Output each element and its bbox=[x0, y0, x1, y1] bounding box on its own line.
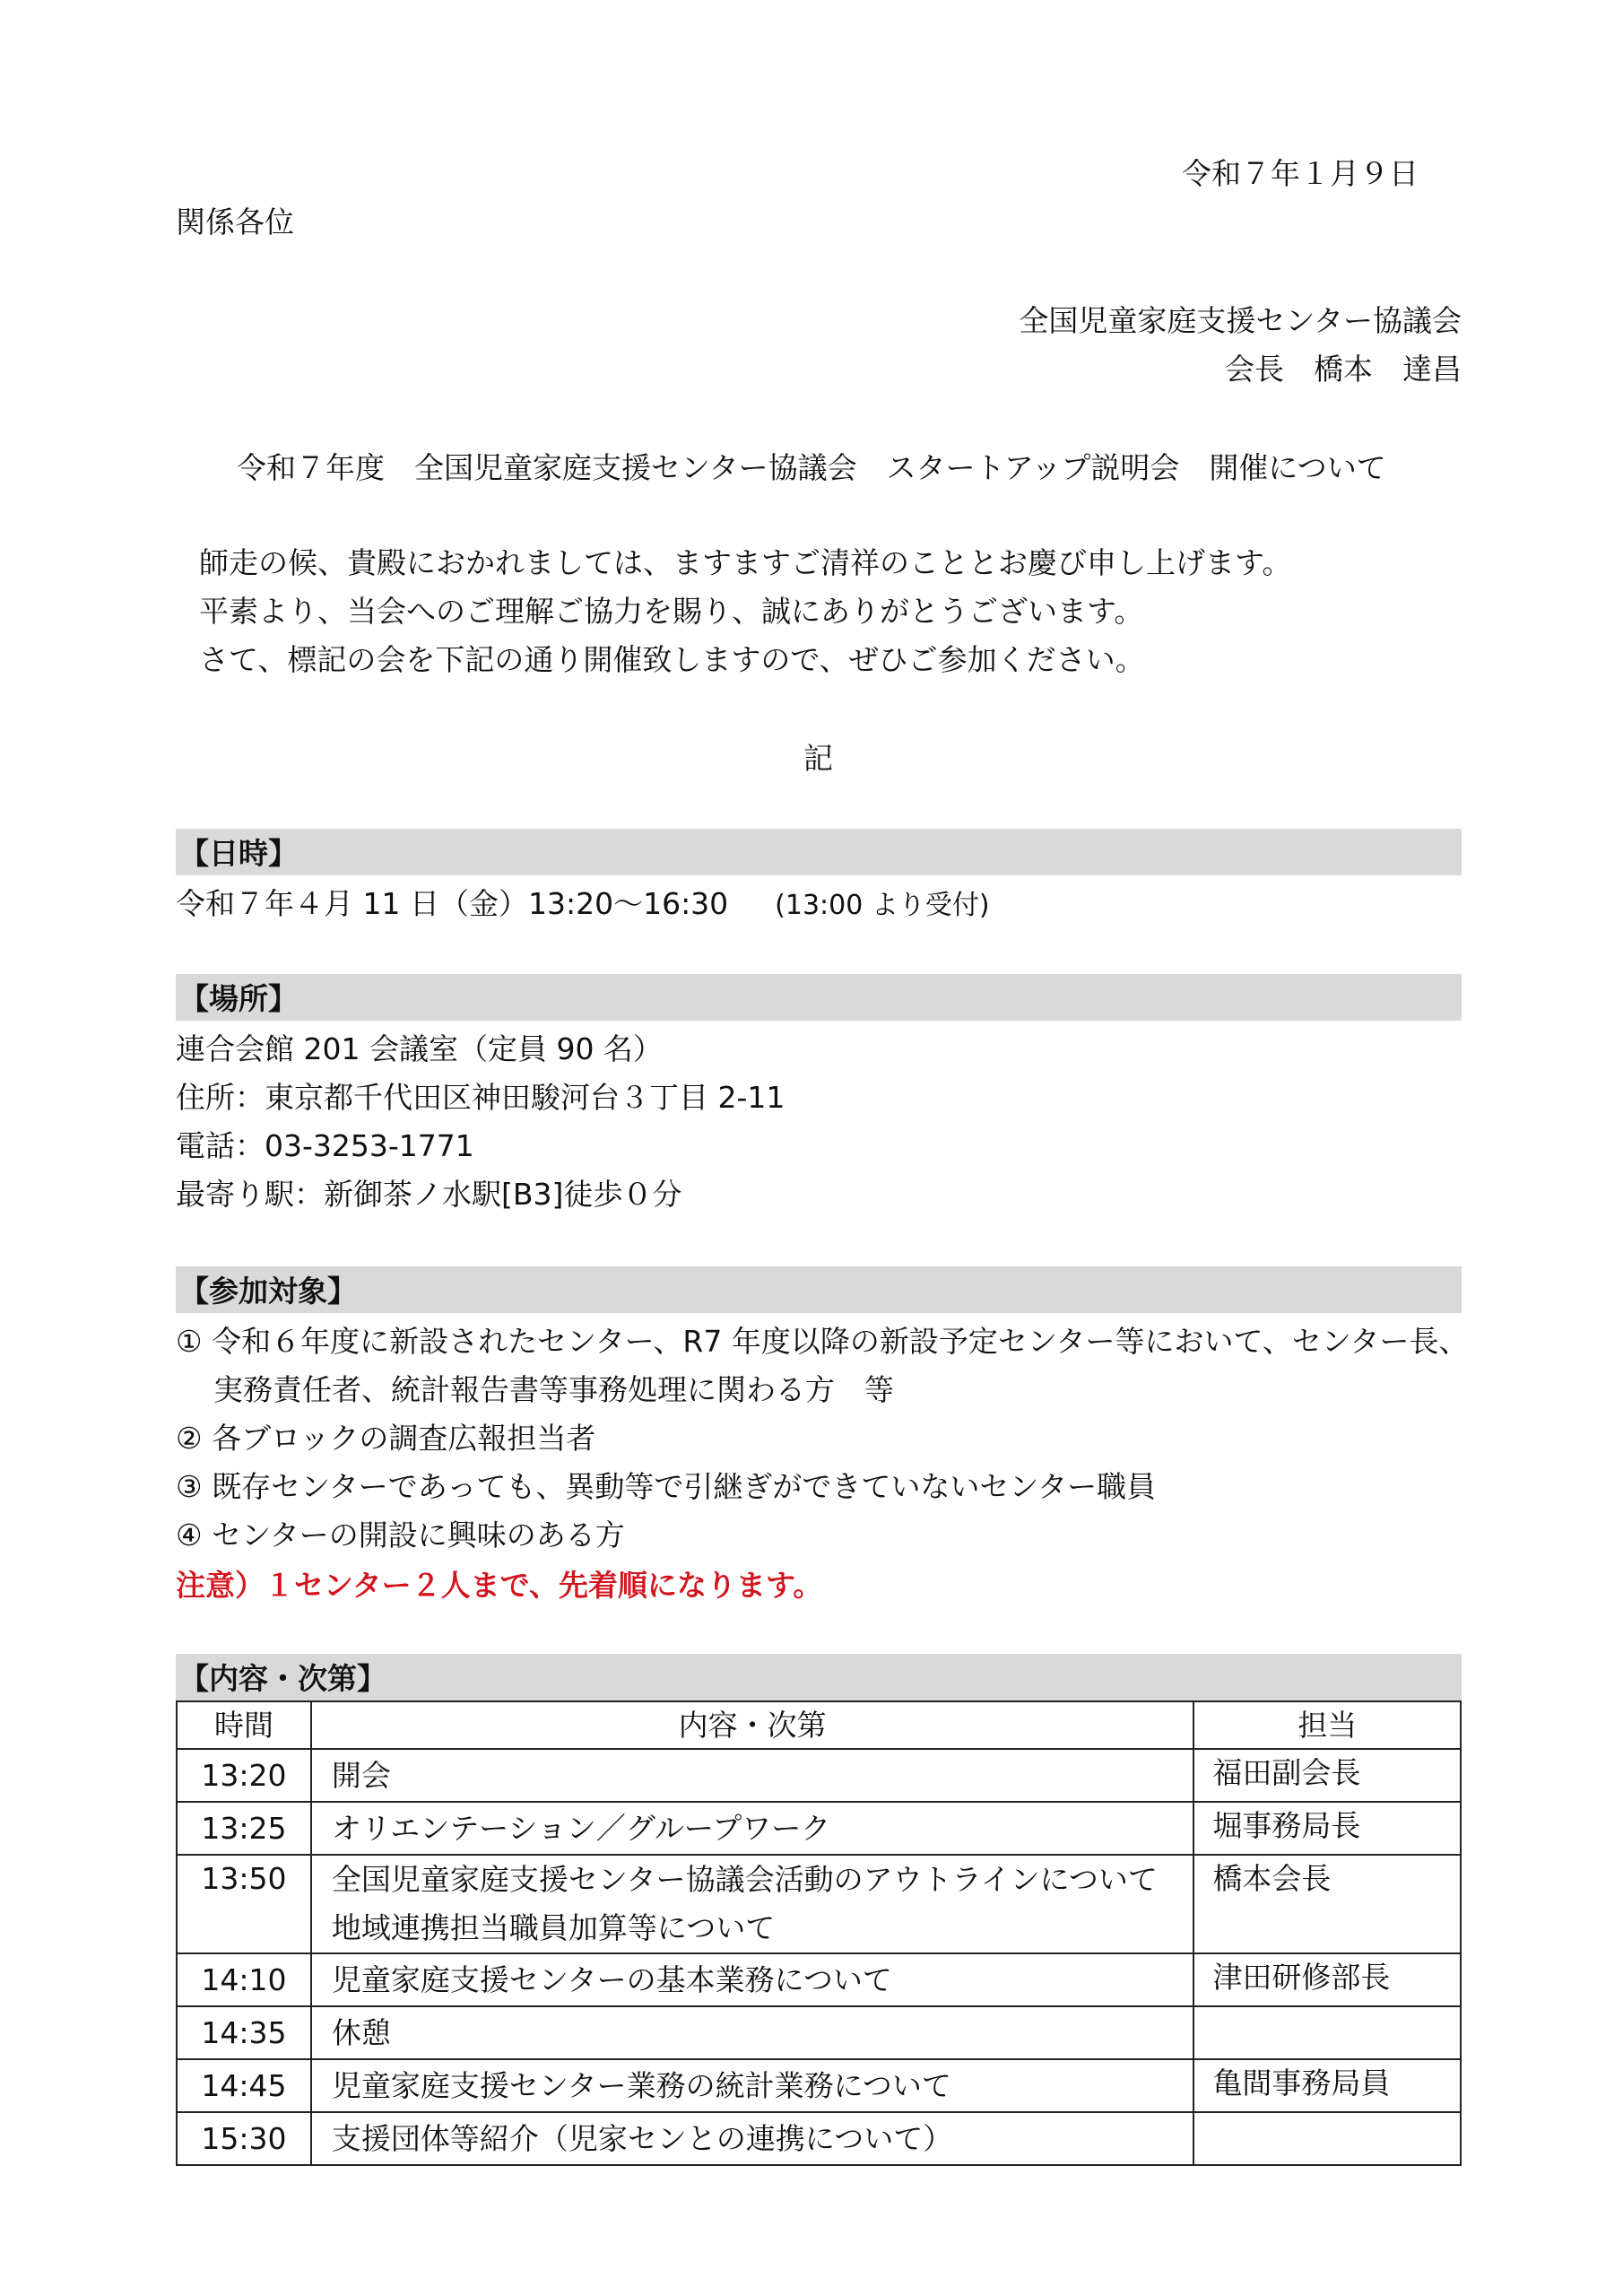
row-content: 児童家庭支援センターの基本業務について bbox=[311, 1953, 1193, 2006]
capacity-note: 注意）１センター２人まで、先着順になります。 bbox=[176, 1568, 823, 1603]
venue-phone: 電話：03-3253-1771 bbox=[176, 1128, 474, 1163]
section-heading: 【場所】 bbox=[179, 981, 298, 1016]
sender-organization: 全国児童家庭支援センター協議会 bbox=[1019, 303, 1462, 338]
row-content-line: 全国児童家庭支援センター協議会活動のアウトラインについて bbox=[331, 1862, 1158, 1897]
row-content: 開会 bbox=[311, 1749, 1193, 1802]
sender-chair: 会長 橋本 達昌 bbox=[1225, 352, 1462, 387]
datetime-line bbox=[176, 886, 990, 922]
addressee: 関係各位 bbox=[176, 204, 294, 239]
section-header-place bbox=[176, 974, 1462, 1021]
section-header-program bbox=[176, 1654, 1462, 1700]
row-content: 支援団体等紹介（児家センとの連携について） bbox=[311, 2112, 1193, 2165]
table-row bbox=[177, 1802, 1461, 1855]
row-person bbox=[1193, 2006, 1461, 2059]
target-item-continued: 実務責任者、統計報告書等事務処理に関わる方 等 bbox=[213, 1372, 894, 1407]
document-title: 令和７年度 全国児童家庭支援センター協議会 スタートアップ説明会 開催について bbox=[237, 450, 1386, 485]
row-person: 津田研修部長 bbox=[1193, 1953, 1461, 2006]
venue-station: 最寄り駅：新御茶ノ水駅[B3]徒歩０分 bbox=[176, 1177, 682, 1212]
ki-marker: 記 bbox=[803, 741, 833, 776]
row-content bbox=[311, 1855, 1193, 1953]
schedule-table bbox=[176, 1700, 1462, 2166]
row-time: 13:20 bbox=[177, 1749, 311, 1802]
venue-address: 住所：東京都千代田区神田駿河台３丁目 2-11 bbox=[176, 1080, 785, 1115]
row-person: 福田副会長 bbox=[1193, 1749, 1461, 1802]
datetime-main: 令和７年４月 11 日（金）13:20～16:30 bbox=[176, 886, 729, 921]
section-header-datetime bbox=[176, 829, 1462, 875]
target-item: ③ 既存センターであっても、異動等で引継ぎができていないセンター職員 bbox=[176, 1469, 1157, 1504]
row-time: 14:10 bbox=[177, 1953, 311, 2006]
row-content-line: 地域連携担当職員加算等について bbox=[331, 1910, 776, 1945]
target-item: ② 各ブロックの調査広報担当者 bbox=[176, 1421, 596, 1456]
table-row bbox=[177, 2112, 1461, 2165]
row-content: オリエンテーション／グループワーク bbox=[311, 1802, 1193, 1855]
target-item: ① 令和６年度に新設されたセンター、R7 年度以降の新設予定センター等において、センター長、 bbox=[176, 1324, 1469, 1359]
row-person: 堀事務局長 bbox=[1193, 1802, 1461, 1855]
datetime-reception-note: (13:00 より受付) bbox=[775, 890, 990, 921]
table-header-row bbox=[177, 1701, 1461, 1749]
row-person: 橋本会長 bbox=[1193, 1855, 1461, 1953]
section-heading: 【日時】 bbox=[179, 836, 298, 871]
column-header-content: 内容・次第 bbox=[311, 1701, 1193, 1749]
row-time: 13:25 bbox=[177, 1802, 311, 1855]
table-row bbox=[177, 1953, 1461, 2006]
row-time: 14:35 bbox=[177, 2006, 311, 2059]
row-content: 児童家庭支援センター業務の統計業務について bbox=[311, 2059, 1193, 2112]
target-item: ④ センターの開設に興味のある方 bbox=[176, 1518, 625, 1552]
venue-name: 連合会館 201 会議室（定員 90 名） bbox=[176, 1031, 663, 1066]
table-row bbox=[177, 1749, 1461, 1802]
row-time: 15:30 bbox=[177, 2112, 311, 2165]
section-heading: 【参加対象】 bbox=[179, 1274, 357, 1309]
row-content: 休憩 bbox=[311, 2006, 1193, 2059]
greeting-line: さて、標記の会を下記の通り開催致しますので、ぜひご参加ください。 bbox=[199, 642, 1145, 677]
column-header-person: 担当 bbox=[1193, 1701, 1461, 1749]
row-time: 14:45 bbox=[177, 2059, 311, 2112]
row-person: 亀間事務局員 bbox=[1193, 2059, 1461, 2112]
document-date: 令和７年１月９日 bbox=[1182, 156, 1419, 191]
section-heading: 【内容・次第】 bbox=[179, 1661, 386, 1696]
row-person bbox=[1193, 2112, 1461, 2165]
greeting-line: 平素より、当会へのご理解ご協力を賜り、誠にありがとうございます。 bbox=[199, 594, 1144, 629]
table-row bbox=[177, 2059, 1461, 2112]
greeting-line: 師走の候、貴殿におかれましては、ますますご清祥のこととお慶び申し上げます。 bbox=[199, 545, 1292, 580]
table-row bbox=[177, 1855, 1461, 1953]
column-header-time: 時間 bbox=[177, 1701, 311, 1749]
row-time: 13:50 bbox=[177, 1855, 311, 1953]
table-row bbox=[177, 2006, 1461, 2059]
section-header-target bbox=[176, 1266, 1462, 1313]
